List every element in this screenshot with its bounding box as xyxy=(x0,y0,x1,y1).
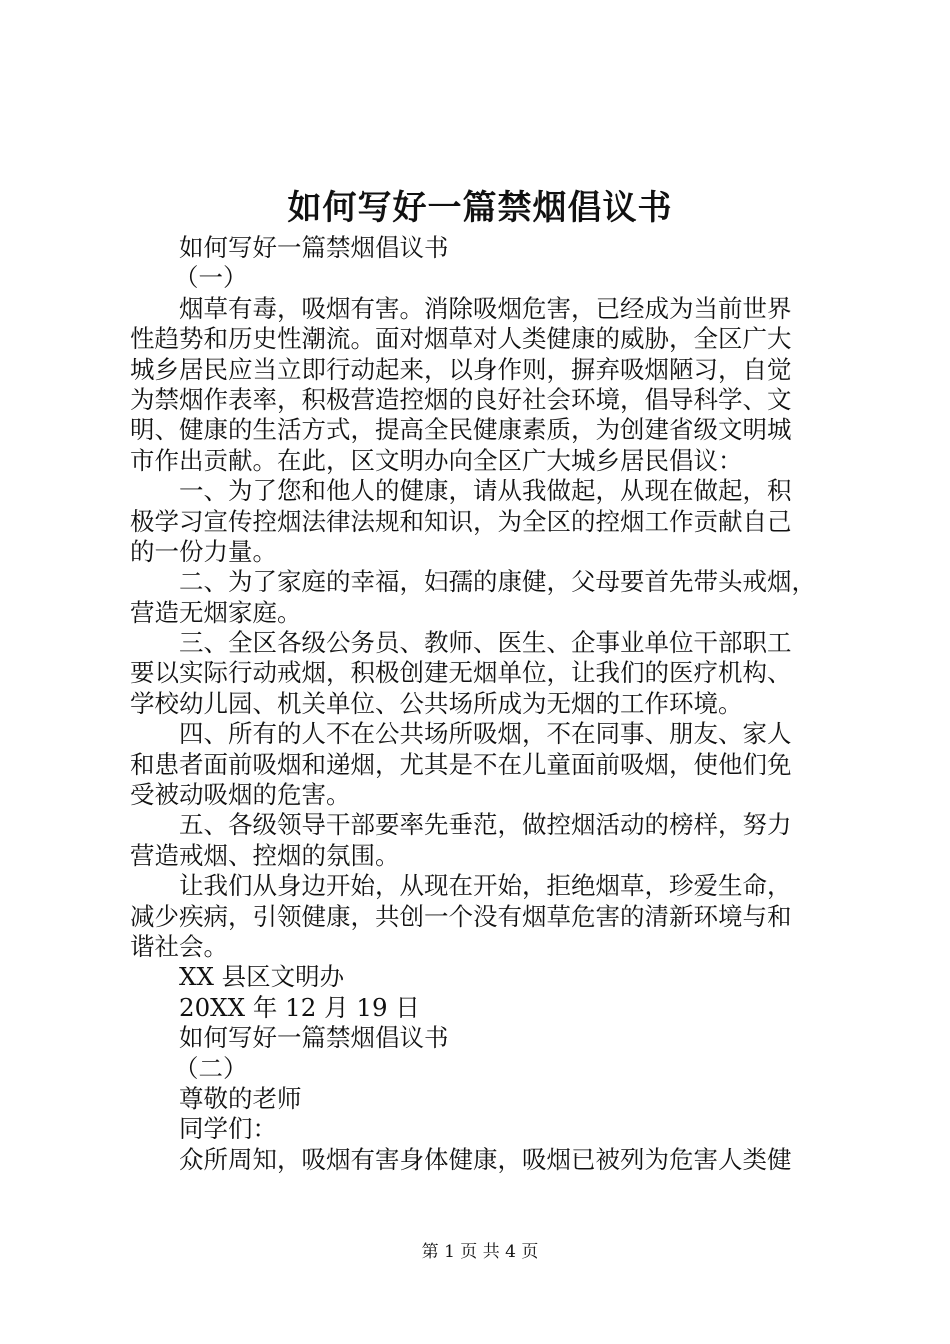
body-line: 如何写好一篇禁烟倡议书 xyxy=(179,1023,449,1053)
body-line: 五、各级领导干部要率先垂范，做控烟活动的榜样，努力 xyxy=(179,810,792,840)
body-line: 市作出贡献。在此，区文明办向全区广大城乡居民倡议： xyxy=(130,445,743,475)
body-line: 尊敬的老师 xyxy=(179,1083,302,1113)
body-line: 城乡居民应当立即行动起来，以身作则，摒弃吸烟陋习，自觉 xyxy=(130,354,792,384)
body-line: 极学习宣传控烟法律法规和知识，为全区的控烟工作贡献自己 xyxy=(130,506,792,536)
body-line: 同学们： xyxy=(179,1114,277,1144)
body-line: 减少疾病，引领健康，共创一个没有烟草危害的清新环境与和 xyxy=(130,901,792,931)
body-line: 营造无烟家庭。 xyxy=(130,597,302,627)
body-line: 明、健康的生活方式，提高全民健康素质，为创建省级文明城 xyxy=(130,415,792,445)
body-line: 为禁烟作表率，积极营造控烟的良好社会环境，倡导科学、文 xyxy=(130,384,792,414)
body-line: 谐社会。 xyxy=(130,931,228,961)
body-line: 的一份力量。 xyxy=(130,536,277,566)
body-line: 性趋势和历史性潮流。面对烟草对人类健康的威胁，全区广大 xyxy=(130,324,792,354)
body-line: 营造戒烟、控烟的氛围。 xyxy=(130,840,400,870)
body-line: 学校幼儿园、机关单位、公共场所成为无烟的工作环境。 xyxy=(130,688,743,718)
body-line: 四、所有的人不在公共场所吸烟，不在同事、朋友、家人 xyxy=(179,719,792,749)
body-line: 20XX 年 12 月 19 日 xyxy=(179,992,420,1022)
body-line: XX 县区文明办 xyxy=(179,962,345,992)
page-footer: 第 1 页 共 4 页 xyxy=(421,1242,539,1262)
body-line: 众所周知，吸烟有害身体健康，吸烟已被列为危害人类健 xyxy=(179,1144,792,1174)
body-line: 要以实际行动戒烟，积极创建无烟单位，让我们的医疗机构、 xyxy=(130,658,792,688)
body-line: 一、为了您和他人的健康，请从我做起，从现在做起，积 xyxy=(179,476,792,506)
body-line: 如何写好一篇禁烟倡议书 xyxy=(179,233,449,262)
body-line: （一） xyxy=(174,263,248,293)
document-body xyxy=(130,233,842,1175)
body-line: （二） xyxy=(174,1053,248,1083)
body-line: 二、为了家庭的幸福，妇孺的康健，父母要首先带头戒烟， xyxy=(179,567,816,597)
body-line: 受被动吸烟的危害。 xyxy=(130,780,351,810)
document-title: 如何写好一篇禁烟倡议书 xyxy=(287,188,673,228)
body-line: 让我们从身边开始，从现在开始，拒绝烟草，珍爱生命， xyxy=(179,871,792,901)
body-line: 和患者面前吸烟和递烟，尤其是不在儿童面前吸烟，使他们免 xyxy=(130,749,792,779)
body-line: 三、全区各级公务员、教师、医生、企事业单位干部职工 xyxy=(179,628,792,658)
body-line: 烟草有毒，吸烟有害。消除吸烟危害，已经成为当前世界 xyxy=(179,293,792,323)
